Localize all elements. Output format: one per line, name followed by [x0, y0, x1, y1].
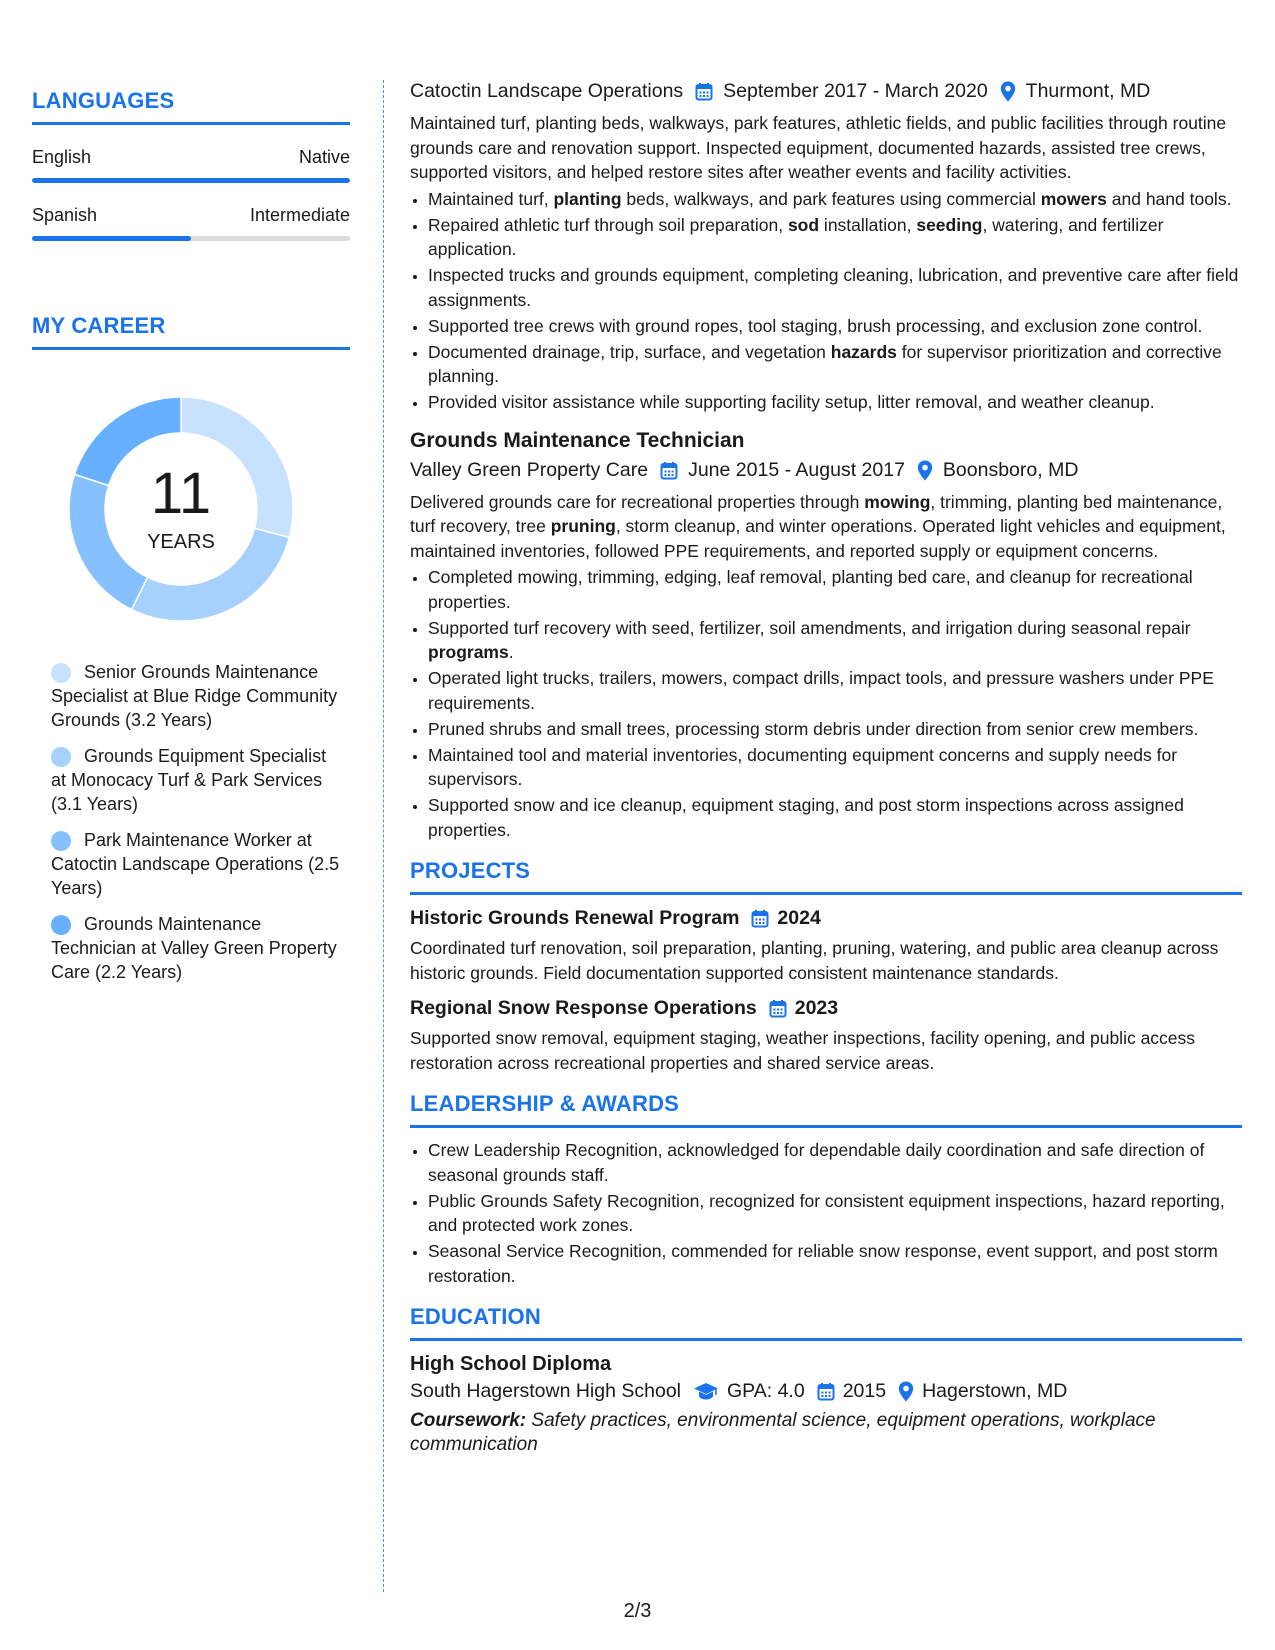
award-item: • Seasonal Service Recognition, commended for reliable snow response, event support, and post storm restoration.	[428, 1239, 1242, 1288]
main-content	[410, 80, 1242, 1457]
language-name: Spanish	[32, 205, 98, 225]
calendar-icon	[660, 461, 678, 480]
education-meta	[410, 1380, 1242, 1403]
job-bullet: • Operated light trucks, trailers, mowers, compact drills, impact tools, and pressure washers under PPE requirements.	[428, 666, 1242, 715]
project-item	[410, 907, 1242, 985]
job-bullet: • Supported turf recovery with seed, fertilizer, soil amendments, and irrigation during seasonal repair programs.	[428, 616, 1242, 665]
education-title: EDUCATION	[410, 1304, 1242, 1341]
experience-entry	[410, 80, 1242, 415]
career-legend-item	[51, 828, 341, 900]
language-name: English	[32, 147, 92, 167]
page-number: 2/3	[623, 1600, 652, 1622]
projects-title: PROJECTS	[410, 858, 1242, 895]
award-item: • Crew Leadership Recognition, acknowledged for dependable daily coordination and safe direction of seasonal grounds staff.	[428, 1138, 1242, 1187]
coursework-label: Coursework:	[410, 1410, 527, 1431]
job-bullet: • Maintained tool and material inventories, documenting equipment concerns and supply needs for supervisors.	[428, 743, 1242, 792]
coursework	[410, 1409, 1242, 1457]
job-company: Valley Green Property Care	[410, 458, 649, 481]
job-bullet: • Inspected trucks and grounds equipment, completing cleaning, lubrication, and preventive care after field assignments.	[428, 263, 1242, 312]
job-dates: September 2017 - March 2020	[723, 80, 988, 102]
awards-list	[410, 1138, 1242, 1288]
job-bullet: • Maintained turf, planting beds, walkways, and park features using commercial mowers and hand tools.	[428, 187, 1242, 212]
job-bullet: • Supported snow and ice cleanup, equipment staging, and post storm inspections across assigned properties.	[428, 793, 1242, 842]
job-location: Thurmont, MD	[1025, 80, 1151, 102]
map-pin-icon	[898, 1381, 914, 1402]
job-summary: Maintained turf, planting beds, walkways, park features, athletic fields, and public facilities through routine grounds care and renovation support. Inspected equipment, documented hazards, assisted tree crews, supported visitors, and helped restore sites after weather events and facility activities.	[410, 113, 1227, 182]
map-pin-icon	[1000, 81, 1016, 102]
legend-label: Grounds Maintenance Technician at Valley Green Property Care (2.2 Years)	[51, 914, 337, 982]
language-proficiency-fill	[32, 178, 350, 183]
job-meta	[410, 459, 1242, 482]
project-description: Coordinated turf renovation, soil preparation, planting, pruning, watering, and public area cleanup across historic grounds. Field documentation supported consistent maintenance standards.	[410, 938, 1219, 983]
job-bullet: • Documented drainage, trip, surface, and vegetation hazards for supervisor prioritization and corrective planning.	[428, 340, 1242, 389]
job-location: Boonsboro, MD	[942, 458, 1079, 481]
legend-dot	[51, 747, 71, 767]
career-years-label: YEARS	[147, 530, 215, 553]
coursework-text: Safety practices, environmental science, equipment operations, workplace communication	[410, 1410, 1156, 1455]
career-legend-item	[51, 744, 341, 816]
experience-entry	[410, 429, 1242, 843]
project-item	[410, 997, 1242, 1075]
legend-label: Senior Grounds Maintenance Specialist at Blue Ridge Community Grounds (3.2 Years)	[51, 662, 338, 730]
job-bullet: • Completed mowing, trimming, edging, leaf removal, planting bed care, and cleanup for recreational properties.	[428, 565, 1242, 614]
language-proficiency-bar	[32, 178, 350, 183]
job-dates: June 2015 - August 2017	[688, 458, 905, 481]
legend-label: Grounds Equipment Specialist at Monocacy Turf & Park Services (3.1 Years)	[51, 746, 327, 814]
gpa: GPA: 4.0	[727, 1380, 805, 1402]
language-proficiency-bar	[32, 236, 350, 241]
map-pin-icon	[917, 460, 933, 481]
career-legend	[51, 660, 341, 984]
career-legend-item	[51, 660, 341, 732]
career-title: MY CAREER	[32, 313, 350, 350]
job-company: Catoctin Landscape Operations	[410, 80, 684, 102]
legend-dot	[51, 831, 71, 851]
awards-section	[410, 1091, 1242, 1288]
calendar-icon	[817, 1382, 835, 1401]
job-bullets	[410, 565, 1242, 842]
legend-label: Park Maintenance Worker at Catoctin Landscape Operations (2.5 Years)	[51, 830, 340, 898]
degree-title: High School Diploma	[410, 1353, 612, 1375]
job-summary: Delivered grounds care for recreational properties through mowing, trimming, planting bed maintenance, turf recovery, tree pruning, storm cleanup, and winter operations. Operated light vehicles and equipment, maintained inventories, followed PPE requirements, and reported supply or equipment concerns.	[410, 491, 1226, 561]
job-title: Grounds Maintenance Technician	[410, 428, 745, 452]
job-bullet: • Provided visitor assistance while supporting facility setup, litter removal, and weather cleanup.	[428, 390, 1242, 415]
job-bullets	[410, 187, 1242, 415]
project-description: Supported snow removal, equipment staging, weather inspections, facility opening, and public access restoration across recreational properties and shared service areas.	[410, 1028, 1196, 1073]
calendar-icon	[695, 82, 713, 101]
language-level: Native	[298, 147, 350, 167]
job-bullet: • Supported tree crews with ground ropes, tool staging, brush processing, and exclusion zone control.	[428, 314, 1242, 339]
job-meta	[410, 80, 1242, 103]
awards-title: LEADERSHIP & AWARDS	[410, 1091, 1242, 1128]
language-item	[32, 205, 350, 241]
language-level: Intermediate	[249, 205, 350, 225]
languages-title: LANGUAGES	[32, 88, 350, 125]
job-bullet: • Pruned shrubs and small trees, processing storm debris under direction from senior crew members.	[428, 717, 1242, 742]
project-name: Regional Snow Response Operations	[410, 997, 757, 1019]
sidebar	[32, 88, 350, 996]
legend-dot	[51, 915, 71, 935]
career-donut-chart	[66, 394, 296, 624]
career-legend-item	[51, 912, 341, 984]
award-item: • Public Grounds Safety Recognition, recognized for consistent equipment inspections, hazard reporting, and protected work zones.	[428, 1189, 1242, 1238]
education-year: 2015	[842, 1380, 887, 1402]
calendar-icon	[751, 909, 769, 928]
project-year: 2024	[777, 907, 821, 929]
calendar-icon	[769, 999, 787, 1018]
career-total-years: 11	[150, 460, 212, 526]
project-name: Historic Grounds Renewal Program	[410, 907, 740, 929]
language-item	[32, 147, 350, 183]
school-name: South Hagerstown High School	[410, 1380, 681, 1402]
education-location: Hagerstown, MD	[922, 1380, 1068, 1402]
project-year: 2023	[794, 997, 839, 1019]
job-bullet: • Repaired athletic turf through soil preparation, sod installation, seeding, watering, and fertilizer application.	[428, 213, 1242, 262]
education-section	[410, 1304, 1242, 1457]
projects-section	[410, 858, 1242, 1075]
legend-dot	[51, 663, 71, 683]
column-divider	[383, 80, 384, 1592]
language-proficiency-fill	[32, 236, 191, 241]
graduation-cap-icon	[693, 1382, 719, 1401]
